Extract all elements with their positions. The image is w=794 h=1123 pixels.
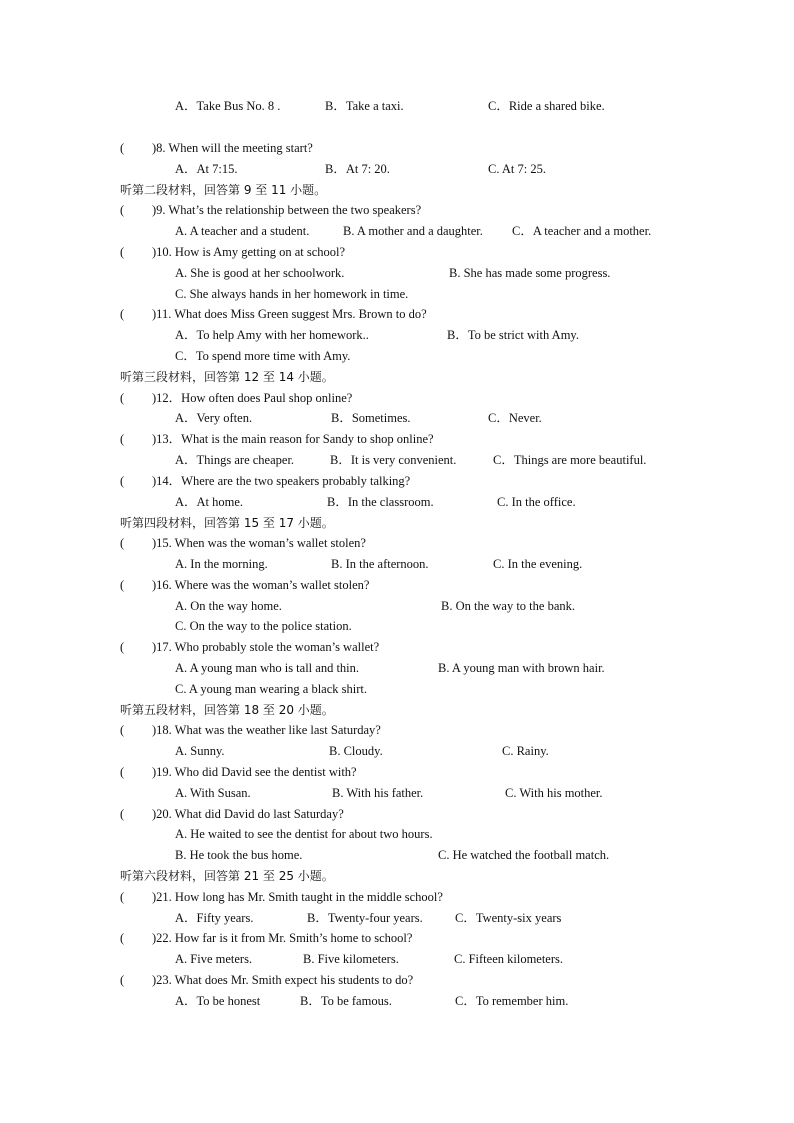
q10-option-b: B. She has made some progress.	[449, 266, 611, 280]
section-heading-6: 听第六段材料，回答第 21 至 25 小题。	[120, 869, 334, 883]
q8-stem: )8. When will the meeting start?	[152, 141, 313, 155]
q10-stem: )10. How is Amy getting on at school?	[152, 245, 346, 259]
section-heading-2: 听第二段材料，回答第 9 至 11 小题。	[120, 183, 327, 197]
q12-stem: )12．How often does Paul shop online?	[152, 391, 353, 405]
q7-option-a: A．Take Bus No. 8 .	[175, 99, 281, 113]
q19-option-c: C. With his mother.	[505, 786, 603, 800]
q13-answer-paren: (	[120, 432, 125, 446]
q23-option-a: A．To be honest	[175, 994, 261, 1008]
q15-option-b: B. In the afternoon.	[331, 557, 429, 571]
q11-stem: )11. What does Miss Green suggest Mrs. Brown to do?	[152, 307, 427, 321]
q11-option-a: A．To help Amy with her homework..	[175, 328, 369, 342]
q10-option-c: C. She always hands in her homework in time.	[175, 287, 409, 301]
section-heading-3: 听第三段材料，回答第 12 至 14 小题。	[120, 370, 334, 384]
q7-option-b: B．Take a taxi.	[325, 99, 404, 113]
q17-answer-paren: (	[120, 640, 125, 654]
q12-option-b: B．Sometimes.	[331, 411, 411, 425]
q12-answer-paren: (	[120, 391, 125, 405]
q13-option-b: B．It is very convenient.	[330, 453, 457, 467]
q21-option-b: B．Twenty-four years.	[307, 911, 423, 925]
q20-answer-paren: (	[120, 807, 125, 821]
q17-option-a: A. A young man who is tall and thin.	[175, 661, 360, 675]
q14-stem: )14．Where are the two speakers probably talking?	[152, 474, 411, 488]
q15-answer-paren: (	[120, 536, 125, 550]
q15-option-a: A. In the morning.	[175, 557, 268, 571]
q17-option-c: C. A young man wearing a black shirt.	[175, 682, 367, 696]
q23-answer-paren: (	[120, 973, 125, 987]
q7-option-c: C．Ride a shared bike.	[488, 99, 605, 113]
q21-option-c: C．Twenty-six years	[455, 911, 562, 925]
q9-answer-paren: (	[120, 203, 125, 217]
q19-stem: )19. Who did David see the dentist with?	[152, 765, 357, 779]
q21-option-a: A．Fifty years.	[175, 911, 254, 925]
q12-option-a: A．Very often.	[175, 411, 253, 425]
q20-stem: )20. What did David do last Saturday?	[152, 807, 344, 821]
q14-option-b: B．In the classroom.	[327, 495, 434, 509]
q22-option-b: B. Five kilometers.	[303, 952, 399, 966]
q16-option-b: B. On the way to the bank.	[441, 599, 576, 613]
q9-option-b: B. A mother and a daughter.	[343, 224, 483, 238]
q20-option-a: A. He waited to see the dentist for about two hours.	[175, 827, 433, 841]
q23-option-b: B．To be famous.	[300, 994, 392, 1008]
q20-option-b: B. He took the bus home.	[175, 848, 303, 862]
q13-option-a: A．Things are cheaper.	[175, 453, 295, 467]
q9-stem: )9. What’s the relationship between the two speakers?	[152, 203, 422, 217]
q8-option-c: C. At 7: 25.	[488, 162, 546, 176]
q19-option-b: B. With his father.	[332, 786, 424, 800]
q8-option-a: A．At 7:15.	[175, 162, 238, 176]
q17-stem: )17. Who probably stole the woman’s wallet?	[152, 640, 380, 654]
q11-option-c: C．To spend more time with Amy.	[175, 349, 351, 363]
section-heading-4: 听第四段材料，回答第 15 至 17 小题。	[120, 516, 334, 530]
q22-option-a: A. Five meters.	[175, 952, 253, 966]
q14-option-a: A．At home.	[175, 495, 244, 509]
q10-option-a: A. She is good at her schoolwork.	[175, 266, 345, 280]
section-heading-5: 听第五段材料，回答第 18 至 20 小题。	[120, 703, 334, 717]
q22-option-c: C. Fifteen kilometers.	[454, 952, 564, 966]
q12-option-c: C．Never.	[488, 411, 542, 425]
q14-answer-paren: (	[120, 474, 125, 488]
q21-stem: )21. How long has Mr. Smith taught in the middle school?	[152, 890, 443, 904]
q21-answer-paren: (	[120, 890, 125, 904]
q23-option-c: C．To remember him.	[455, 994, 569, 1008]
q20-option-c: C. He watched the football match.	[438, 848, 610, 862]
q19-answer-paren: (	[120, 765, 125, 779]
q8-option-b: B．At 7: 20.	[325, 162, 390, 176]
q10-answer-paren: (	[120, 245, 125, 259]
q15-option-c: C. In the evening.	[493, 557, 583, 571]
q16-answer-paren: (	[120, 578, 125, 592]
q17-option-b: B. A young man with brown hair.	[438, 661, 605, 675]
q16-option-c: C. On the way to the police station.	[175, 619, 352, 633]
q15-stem: )15. When was the woman’s wallet stolen?	[152, 536, 366, 550]
q18-option-c: C. Rainy.	[502, 744, 549, 758]
q18-answer-paren: (	[120, 723, 125, 737]
q16-option-a: A. On the way home.	[175, 599, 282, 613]
q8-answer-paren: (	[120, 141, 125, 155]
q18-option-b: B. Cloudy.	[329, 744, 383, 758]
q13-option-c: C．Things are more beautiful.	[493, 453, 647, 467]
q23-stem: )23. What does Mr. Smith expect his students to do?	[152, 973, 414, 987]
q13-stem: )13．What is the main reason for Sandy to shop online?	[152, 432, 434, 446]
q9-option-a: A. A teacher and a student.	[175, 224, 310, 238]
q9-option-c: C．A teacher and a mother.	[512, 224, 652, 238]
q14-option-c: C. In the office.	[497, 495, 576, 509]
q11-option-b: B．To be strict with Amy.	[447, 328, 579, 342]
q19-option-a: A. With Susan.	[175, 786, 251, 800]
q22-stem: )22. How far is it from Mr. Smith’s home to school?	[152, 931, 413, 945]
q18-stem: )18. What was the weather like last Saturday?	[152, 723, 381, 737]
q22-answer-paren: (	[120, 931, 125, 945]
q18-option-a: A. Sunny.	[175, 744, 225, 758]
q11-answer-paren: (	[120, 307, 125, 321]
q16-stem: )16. Where was the woman’s wallet stolen?	[152, 578, 370, 592]
